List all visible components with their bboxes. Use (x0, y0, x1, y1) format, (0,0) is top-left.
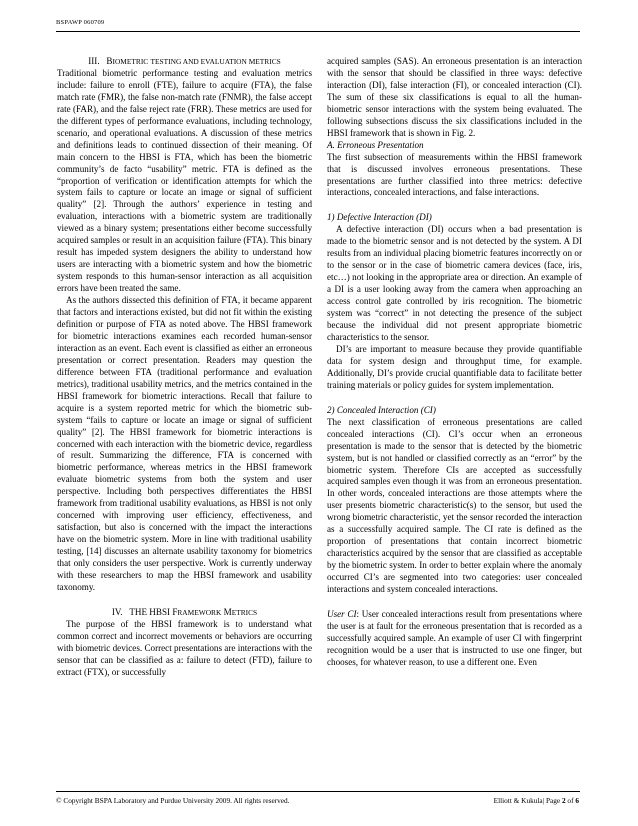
left-column (57, 56, 312, 679)
section-4-heading: IV. THE HBSI FRAMEWORK METRICS (111, 606, 258, 617)
section-4-paragraph-1: The purpose of the HBSI framework is to understand what common correct and incorrect movements or behaviors are occurring with biometric devices. Correct presentations are interactions with the sensor that can be classified as a: failure to detect (FTD), failure to extract (FTX), or successfully (57, 618, 312, 677)
concealed-interaction-paragraph: The next classification of erroneous presentations are called concealed interactions (CI). CI’s occur when an erroneous presentation is made to the sensor that is detected by the biometric system, but is not handled or classified correctly as an “error” by the biometric system. Therefore CIs are accepted as successfully acquired samples even though it was from an erroneous presentation. In other words, concealed interactions are those attempts where the user presents biometric characteristic(s) to the sensor, but used the wrong biometric characteristic, yet the sensor recorded the interaction as a successfully acquired sample. The CI rate is defined as the proportion of presentations that contain incorrect biometric characteristics acquired by the sensor that are classified as acceptable by the biometric system. In order to better explain where the anomaly occurred CI’s are segmented into two categories: user concealed interactions and system concealed interactions. (327, 416, 582, 595)
concealed-interaction-heading: 2) Concealed Interaction (CI) (327, 404, 436, 415)
document-id: BSPAWP 060709 (56, 19, 105, 26)
defective-interaction-paragraph-2: DI’s are important to measure because they provide quantifiable data for system design and throughput time, for example. Additionally, DI’s provide crucial quantifiable data to facilitate better training materials or policy guides for system implementation. (327, 343, 582, 390)
user-ci-label: User CI (327, 608, 357, 619)
subsection-a-heading: A. Erroneous Presentation (327, 139, 424, 150)
section-3-heading: III. BIOMETRIC TESTING AND EVALUATION METRICS (88, 56, 281, 66)
section-3-paragraph-1: Traditional biometric performance testing and evaluation metrics include: failure to enroll (FTE), failure to acquire (FTA), the false match rate (FMR), the false non-match rate (FNMR), the false accept rate (FAR), and the false reject rate (FRR). These metrics are used for the different types of performance evaluations, including technology, scenario, and operational evaluations. A discussion of these metrics and definitions leads to continued dissection of their meaning. Of main concern to the HBSI is FTA, which has been the biometric community’s de facto “usability” metric. FTA is defined as the “proportion of verification or identification attempts for which the system fails to capture or locate an image or signal of sufficient quality” [2]. Through the authors’ experience in testing and evaluation, interactions with a biometric system are traditionally viewed as a binary system; presentations either become successfully acquired samples or result in an acquisition failure (FTA). This binary result has impeded system designers the ability to understand how users are interacting with a biometric system and how the biometric system responds to this human-sensor interaction as all acquisition errors have been treated the same. (57, 67, 312, 294)
framework-overview-paragraph: acquired samples (SAS). An erroneous presentation is an interaction with the sensor that should be classified in three ways: defective interaction (DI), false interaction (FI), or concealed interaction (CI). The sum of these six classifications is equal to all the human-biometric sensor interactions with the system being evaluated. The following subsections discuss the six classifications included in the HBSI framework that is shown in Fig. 2. (327, 56, 582, 138)
erroneous-presentation-paragraph: The first subsection of measurements within the HBSI framework that is discussed involves erroneous presentations. These presentations are further classified into three metrics: defective interactions, concealed interactions, and false interactions. (327, 151, 582, 198)
footer-copyright: © Copyright BSPA Laboratory and Purdue University 2009. All rights reserved. (56, 796, 290, 805)
defective-interaction-paragraph-1: A defective interaction (DI) occurs when a bad presentation is made to the biometric sensor and is not detected by the system. A DI results from an individual placing biometric features incorrectly on or to the sensor or in the case of biometric camera devices (face, iris, etc…) not looking in the appropriate area or direction. An example of a DI is a user looking away from the camera when approaching an access control gate controlled by iris recognition. The biometric system was “correct” in not detecting the presence of the subject because the individual did not present appropriate biometric characteristics to the sensor. (327, 224, 582, 342)
footer-divider (56, 791, 580, 792)
section-3-paragraph-2: As the authors dissected this definition of FTA, it became apparent that factors and interactions existed, but did not fit within the existing definition or purpose of FTA as noted above. The HBSI framework for biometric interactions examines each recorded human-sensor interaction as an event. Each event is classified as either an erroneous presentation or correct presentation. Readers may question the difference between FTA (traditional performance and evaluation metrics), traditional usability metrics, and the metrics contained in the HBSI framework for biometric interactions. Recall that failure to acquire is a system reported metric for which the biometric sub-system “fails to capture or locate an image or signal of sufficient quality” [2]. The HBSI framework for biometric interactions is concerned with each interaction with the biometric device, regardless of result. Summarizing the difference, FTA is concerned with biometric performance, whereas metrics in the HBSI framework evaluate biometric systems from both the system and user perspective. Including both perspectives differentiates the HBSI framework from traditional usability evaluations, as HBSI is not only concerned with improving user efficiency, effectiveness, and satisfaction, but also is concerned with the impact the interactions have on the biometric system. More in line with traditional usability testing, [14] discusses an alternate usability taxonomy for biometrics that only considers the user perspective. Work is currently underway with these researchers to map the HBSI framework and usability taxonomy. (57, 295, 312, 592)
footer-page-info: Elliott & Kukula| Page 2 of 6 (493, 796, 579, 805)
page-number-total: 6 (575, 796, 579, 805)
page-number-current: 2 (561, 796, 566, 805)
right-column (327, 56, 582, 669)
user-ci-paragraph: User CI: User concealed interactions result from presentations where the user is at fault for the erroneous presentation that is recorded as a successfully acquired sample. An example of user CI with fingerprint recognition would be a user that is instructed to use one finger, but chooses, for whatever reason, to use a different one. Even (327, 608, 582, 667)
header-divider (56, 31, 580, 32)
defective-interaction-heading: 1) Defective Interaction (DI) (327, 212, 432, 223)
